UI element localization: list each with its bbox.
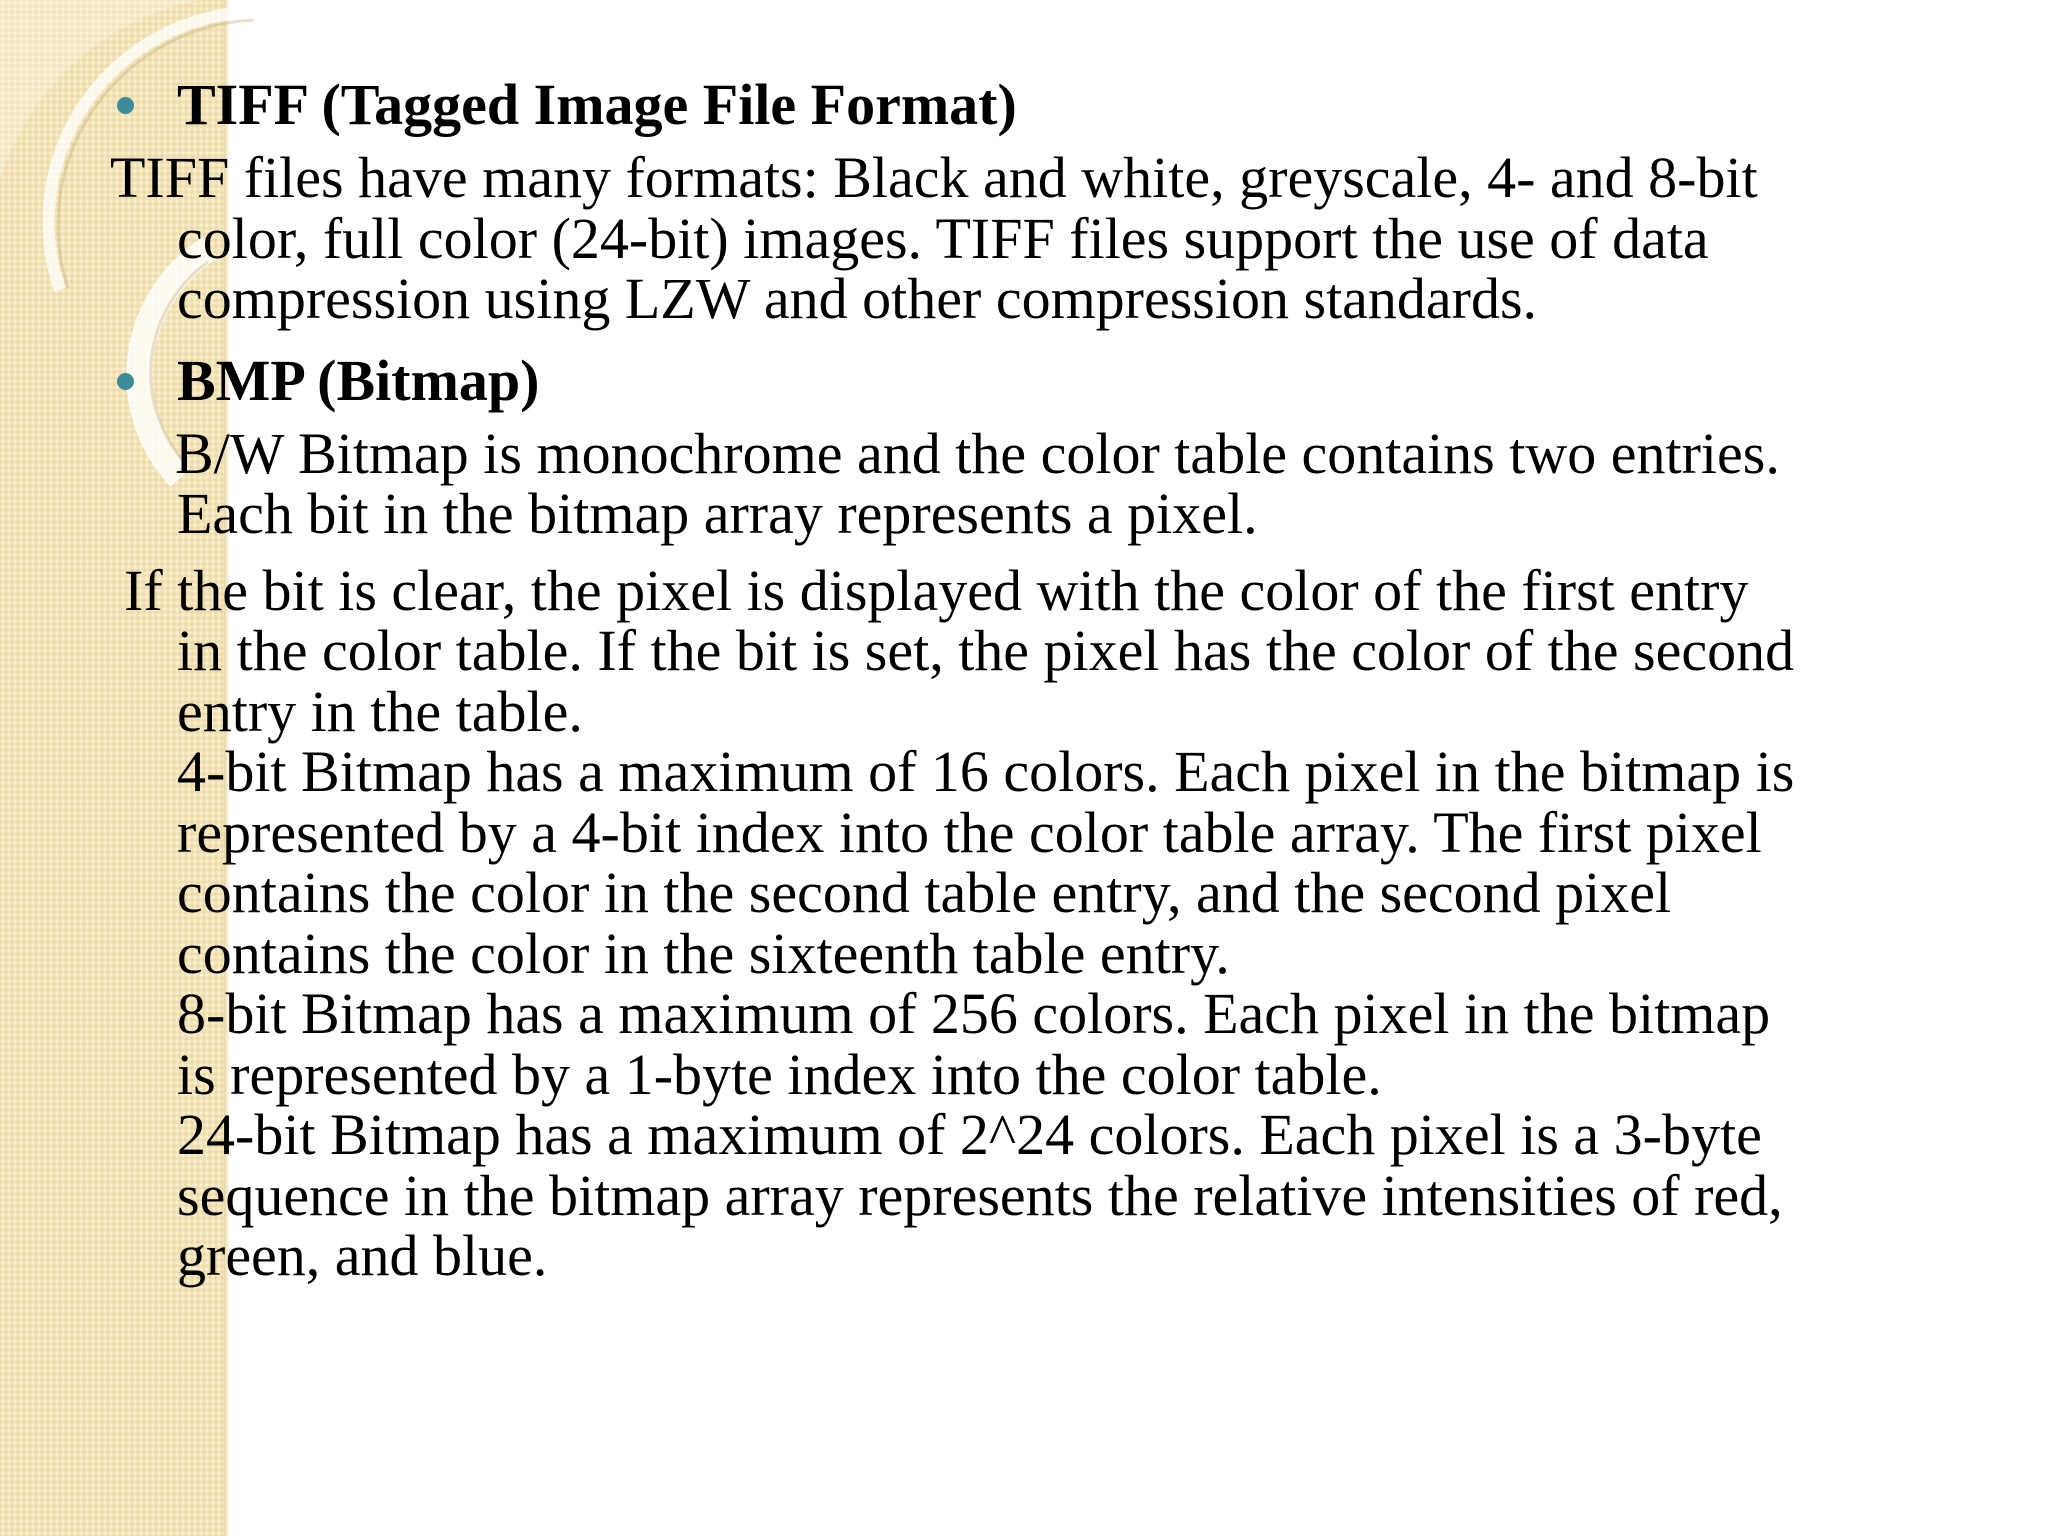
text-line: 8-bit Bitmap has a maximum of 256 colors. Each pixel in the bitmap [177, 981, 1771, 1046]
text-line: 4-bit Bitmap has a maximum of 16 colors. Each pixel in the bitmap is [177, 739, 1795, 804]
text-line: If the bit is clear, the pixel is displayed with the color of the first entry [124, 557, 1749, 623]
text-line: 24-bit Bitmap has a maximum of 2^24 colors. Each pixel is a 3-byte [177, 1102, 1762, 1167]
bullet-heading-tiff: TIFF (Tagged Image File Format) [177, 72, 1017, 137]
text-line: entry in the table. [177, 678, 583, 744]
text-line: is represented by a 1-byte index into the color table. [177, 1041, 1382, 1107]
bullet-heading-bmp: BMP (Bitmap) [177, 347, 540, 413]
text-line: B/W Bitmap is monochrome and the color table contains two entries. [175, 420, 1780, 486]
text-line: sequence in the bitmap array represents the relative intensities of red, [177, 1162, 1783, 1228]
text-line: Each bit in the bitmap array represents a pixel. [177, 481, 1258, 546]
text-line: represented by a 4-bit index into the color table array. The first pixel [177, 799, 1762, 865]
text-line: color, full color (24-bit) images. TIFF files support the use of data [177, 205, 1709, 271]
text-line: TIFF files have many formats: Black and white, greyscale, 4- and 8-bit [110, 145, 1758, 210]
bullet-dot-icon [117, 373, 134, 390]
paragraph-bitmap-details [110, 557, 1970, 1288]
text-line: contains the color in the second table entry, and the second pixel [177, 860, 1672, 925]
slide-body [110, 70, 1970, 1303]
text-line: compression using LZW and other compression standards. [177, 266, 1538, 331]
bullet-bmp [110, 346, 1970, 416]
paragraph-bw-bitmap [110, 420, 1970, 546]
text-line: in the color table. If the bit is set, the pixel has the color of the second [177, 618, 1795, 683]
bullet-dot-icon [117, 97, 134, 114]
text-line: green, and blue. [177, 1223, 548, 1288]
paragraph-tiff [110, 145, 1970, 331]
bullet-tiff [110, 70, 1970, 140]
text-line: contains the color in the sixteenth table entry. [177, 920, 1230, 986]
